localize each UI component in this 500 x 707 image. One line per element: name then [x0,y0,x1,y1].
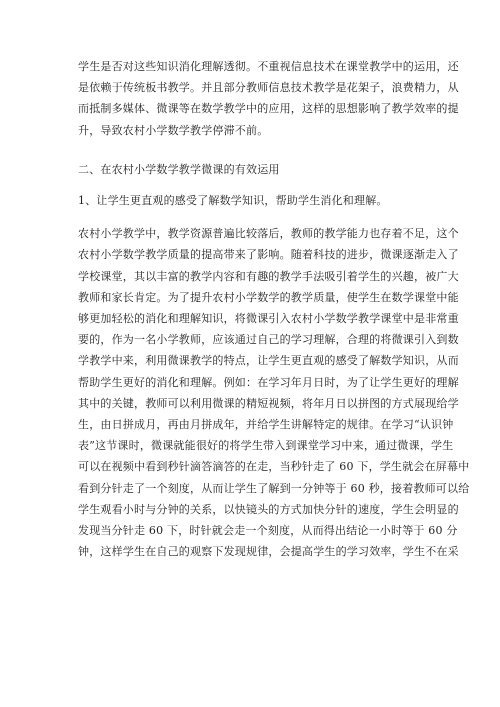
text-line: 发现当分针走 60 下，时针就会走一个刻度，从而得出结论一小时等于 60 分 [78,524,458,538]
text-line: 农村小学数学教学质量的提高带来了影响。随着科技的进步，微课逐渐走入了 [78,248,459,262]
text-line: 看到分针走了一个刻度，从而让学生了解到一分钟等于 60 秒，接着教师可以给 [78,481,470,495]
text-line: 表”这节课时，微课就能很好的将学生带入到课堂学习中来，通过微课，学生 [78,439,454,453]
paragraph-main [78,223,470,562]
text-line: 而抵制多媒体、微课等在数学教学中的应用，这样的思想影响了教学效率的提 [78,102,459,116]
text-line: 其中的关键，教师可以利用微课的精短视频，将年月日以拼图的方式展现给学 [78,396,459,410]
text-line: 教师和家长肯定。为了提升农村小学数学的教学质量，使学生在数学课堂中能 [78,290,459,304]
text-line: 要的，作为一名小学教师，应该通过自己的学习理解，合理的将微课引入到数 [78,333,459,347]
text-line: 农村小学教学中，教学资源普遍比较落后，教师的教学能力也存着不足，这个 [78,227,459,241]
text-line: 帮助学生更好的消化和理解。例如：在学习年月日时，为了让学生更好的理解 [78,375,459,389]
text-line: 是依赖于传统板书教学。并且部分教师信息技术教学是花架子，浪费精力，从 [78,81,459,95]
paragraph-top [78,56,459,141]
section-heading: 二、在农村小学数学教学微课的有效运用 [78,162,280,176]
subsection-heading: 1、让学生更直观的感受了解数学知识，帮助学生消化和理解。 [78,194,388,208]
text-line: 学校课堂，其以丰富的教学内容和有趣的教学手法吸引着学生的兴趣，被广大 [78,269,459,283]
text-line: 学生是否对这些知识消化理解透彻。不重视信息技术在课堂教学中的运用，还 [78,60,459,73]
text-line: 学生观看小时与分钟的关系，以快镜头的方式加快分针的速度，学生会明显的 [78,502,459,516]
text-line: 可以在视频中看到秒针滴答滴答的在走，当秒针走了 60 下，学生就会在屏幕中 [78,460,470,474]
text-line: 生，由日拼成月，再由月拼成年，并给学生讲解特定的规律。在学习“认识钟 [78,418,454,432]
text-line: 升，导致农村小学数学教学停滞不前。 [78,123,269,137]
document-body [78,56,470,562]
text-line: 学教学中来，利用微课教学的特点，让学生更直观的感受了解数学知识，从而 [78,354,459,368]
text-line: 够更加轻松的消化和理解知识，将微课引入农村小学数学教学课堂中是非常重 [78,312,459,326]
text-line: 钟，这样学生在自己的观察下发现规律，会提高学生的学习效率，学生不在采 [78,545,459,559]
